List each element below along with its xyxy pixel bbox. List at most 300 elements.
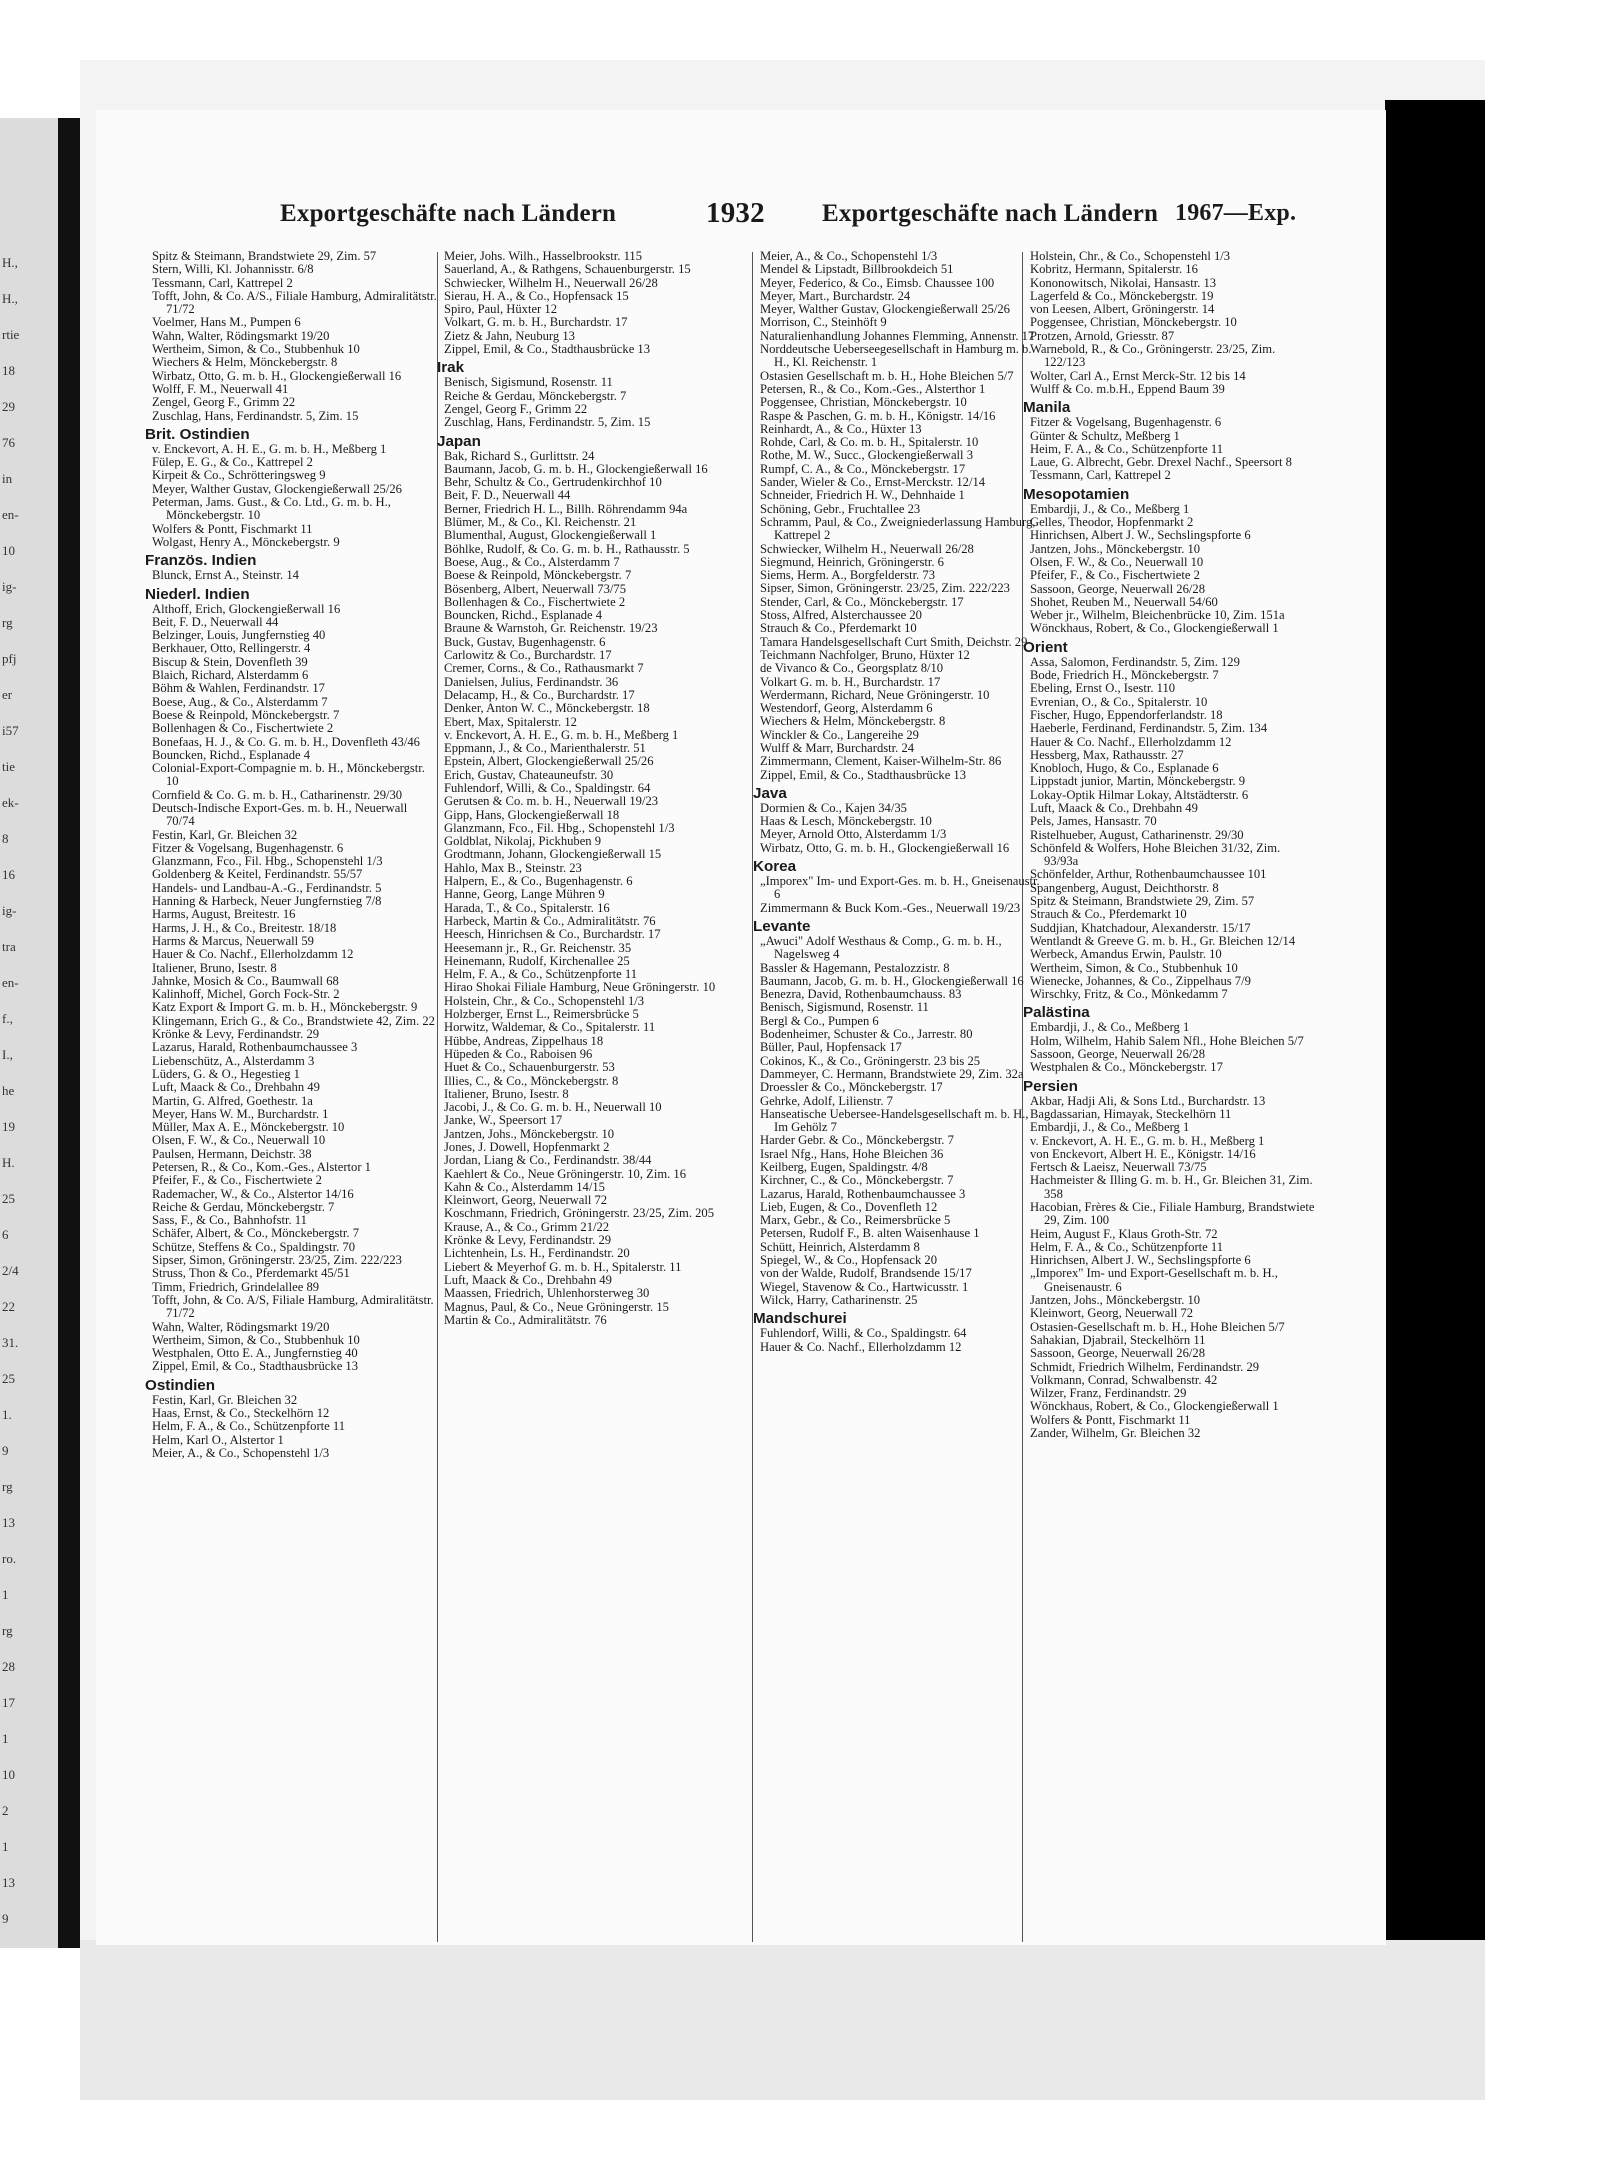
- company-entry: Illies, C., & Co., Mönckebergstr. 8: [444, 1073, 619, 1088]
- country-heading: Korea: [753, 858, 797, 876]
- company-entry: Pfeifer, F., & Co., Fischertwiete 2: [152, 1173, 322, 1188]
- company-entry: Fülep, E. G., & Co., Kattrepel 2: [152, 455, 313, 470]
- company-entry: Boese, Aug., & Co., Alsterdamm 7: [152, 694, 328, 709]
- margin-fragment: H.,: [2, 255, 18, 270]
- company-entry: Reiche & Gerdau, Mönckebergstr. 7: [444, 388, 627, 403]
- company-entry: Zietz & Jahn, Neuburg 13: [444, 328, 575, 343]
- company-entry: Stern, Willi, Kl. Johannisstr. 6/8: [152, 262, 314, 277]
- company-entry: Eppmann, J., & Co., Marienthalerstr. 51: [444, 741, 646, 756]
- company-entry: Helm, Karl O., Alstertor 1: [152, 1432, 284, 1447]
- company-entry: Helm, F. A., & Co., Schützenpforte 11: [1030, 1239, 1224, 1254]
- directory-column-2: [437, 249, 729, 1950]
- company-entry: Rothe, M. W., Succ., Glockengießerwall 3: [760, 448, 974, 463]
- company-entry: Günter & Schultz, Meßberg 1: [1030, 428, 1180, 443]
- company-entry: Stender, Carl, & Co., Mönckebergstr. 17: [760, 594, 964, 609]
- company-entry: Klingemann, Erich G., & Co., Brandstwiete 42, Zim. 22: [152, 1013, 435, 1028]
- margin-fragment: 9: [2, 1911, 9, 1926]
- margin-fragment: 19: [2, 1119, 15, 1134]
- company-entry: Meyer, Mart., Burchardstr. 24: [760, 288, 911, 303]
- company-entry: Embardji, J., & Co., Meßberg 1: [1030, 501, 1190, 516]
- company-entry: Behr, Schultz & Co., Gertrudenkirchhof 10: [444, 475, 662, 490]
- company-entry: Denker, Anton W. C., Mönckebergstr. 18: [444, 701, 650, 716]
- company-entry: Italiener, Bruno, Isestr. 8: [444, 1086, 569, 1101]
- margin-fragment: 25: [2, 1191, 15, 1206]
- company-entry: Ristelhueber, August, Catharinenstr. 29/30: [1030, 827, 1244, 842]
- company-entry: Ebert, Max, Spitalerstr. 12: [444, 714, 577, 729]
- company-entry: Droessler & Co., Mönckebergstr. 17: [760, 1080, 943, 1095]
- company-entry: Benisch, Sigismund, Rosenstr. 11: [444, 375, 613, 390]
- company-entry: Cremer, Corns., & Co., Rathausmarkt 7: [444, 661, 644, 676]
- company-entry: Halpern, E., & Co., Bugenhagenstr. 6: [444, 874, 633, 889]
- company-entry: Sierau, H. A., & Co., Hopfensack 15: [444, 288, 629, 303]
- page-header: [270, 197, 1320, 236]
- country-heading: Java: [753, 784, 787, 802]
- company-entry: Wulff & Marr, Burchardstr. 24: [760, 740, 915, 755]
- company-entry: Katz Export & Import G. m. b. H., Mönckebergstr. 9: [152, 1000, 418, 1015]
- company-entry: Holstein, Chr., & Co., Schopenstehl 1/3: [444, 993, 645, 1008]
- company-entry: Winckler & Co., Langereihe 29: [760, 727, 919, 742]
- company-entry: Zippel, Emil, & Co., Stadthausbrücke 13: [152, 1359, 359, 1374]
- company-entry: Israel Nfg., Hans, Hohe Bleichen 36: [760, 1146, 944, 1161]
- company-entry: Hinrichsen, Albert J. W., Sechslingspforte 6: [1030, 528, 1251, 543]
- margin-fragment: rtie: [2, 327, 20, 342]
- margin-fragment: f.,: [2, 1011, 13, 1026]
- company-entry: Raspe & Paschen, G. m. b. H., Königstr. 14/16: [760, 408, 996, 423]
- company-entry: Meier, Johs. Wilh., Hasselbrookstr. 115: [444, 249, 643, 263]
- company-entry: Bodenheimer, Schuster & Co., Jarrestr. 80: [760, 1027, 973, 1042]
- margin-fragment: 1: [2, 1587, 9, 1602]
- country-heading: Brit. Ostindien: [145, 425, 250, 443]
- page-bottom-margin: [80, 1940, 1485, 2100]
- company-entry: Huet & Co., Schauenburgerstr. 53: [444, 1060, 615, 1075]
- company-entry: Warnebold, R., & Co., Gröningerstr. 23/25, Zim. 122/123: [1030, 342, 1276, 370]
- company-entry: Zengel, Georg F., Grimm 22: [152, 395, 296, 410]
- margin-fragment: 28: [2, 1659, 15, 1674]
- company-entry: Harbeck, Martin & Co., Admiralitätstr. 76: [444, 913, 656, 928]
- company-entry: Jantzen, Johs., Mönckebergstr. 10: [444, 1126, 615, 1141]
- company-entry: Zimmermann, Clement, Kaiser-Wilhelm-Str. 86: [760, 754, 1002, 769]
- company-entry: Teichmann Nachfolger, Bruno, Hüxter 12: [760, 647, 970, 662]
- company-entry: Paulsen, Hermann, Deichstr. 38: [152, 1146, 312, 1161]
- company-entry: Shohet, Reuben M., Neuerwall 54/60: [1030, 594, 1218, 609]
- company-entry: Wolfers & Pontt, Fischmarkt 11: [152, 521, 313, 536]
- company-entry: „Imporex" Im- und Export-Ges. m. b. H., Gneisenaustr. 6: [760, 874, 1040, 902]
- company-entry: Böhm & Wahlen, Ferdinandstr. 17: [152, 681, 325, 696]
- company-entry: Ostasien Gesellschaft m. b. H., Hohe Bleichen 5/7: [760, 368, 1014, 383]
- company-entry: Volkart, G. m. b. H., Burchardstr. 17: [444, 315, 628, 330]
- company-entry: Meyer, Arnold Otto, Alsterdamm 1/3: [760, 827, 947, 842]
- company-entry: Handels- und Landbau-A.-G., Ferdinandstr. 5: [152, 880, 382, 895]
- margin-fragment: 16: [2, 867, 15, 882]
- company-entry: Harms & Marcus, Neuerwall 59: [152, 933, 314, 948]
- company-entry: Schmidt, Friedrich Wilhelm, Ferdinandstr. 29: [1030, 1359, 1260, 1374]
- margin-fragment: en-: [2, 507, 19, 522]
- company-entry: Zippel, Emil, & Co., Stadthausbrücke 13: [760, 767, 967, 782]
- company-entry: Kononowitsch, Nikolai, Hansastr. 13: [1030, 275, 1217, 290]
- company-entry: Lieb, Eugen, & Co., Dovenfleth 12: [760, 1199, 938, 1214]
- margin-fragment: H.: [2, 1155, 15, 1170]
- company-entry: Kobritz, Hermann, Spitalerstr. 16: [1030, 262, 1198, 277]
- company-entry: von der Walde, Rudolf, Brandsende 15/17: [760, 1266, 972, 1281]
- margin-fragment: 10: [2, 1767, 15, 1782]
- company-entry: Olsen, F. W., & Co., Neuerwall 10: [152, 1133, 326, 1148]
- company-entry: Delacamp, H., & Co., Burchardstr. 17: [444, 687, 635, 702]
- company-entry: Norddeutsche Ueberseegesellschaft in Hamburg m. b. H., Kl. Reichenstr. 1: [760, 342, 1032, 370]
- company-entry: Wilzer, Franz, Ferdinandstr. 29: [1030, 1386, 1187, 1401]
- company-entry: Wönckhaus, Robert, & Co., Glockengießerwall 1: [1030, 621, 1279, 636]
- company-entry: Gelles, Theodor, Hopfenmarkt 2: [1030, 515, 1194, 530]
- company-entry: Hauer & Co. Nachf., Ellerholzdamm 12: [152, 947, 354, 962]
- company-entry: Protzen, Arnold, Griesstr. 87: [1030, 328, 1175, 343]
- company-entry: Siegmund, Heinrich, Gröningerstr. 6: [760, 554, 944, 569]
- company-entry: Zuschlag, Hans, Ferdinandstr. 5, Zim. 15: [444, 415, 651, 430]
- company-entry: Heim, F. A., & Co., Schützenpforte 11: [1030, 441, 1224, 456]
- company-entry: Laue, G. Albrecht, Gebr. Drexel Nachf., Speersort 8: [1030, 455, 1292, 470]
- page-right-shadow: [1385, 100, 1485, 1960]
- company-entry: Blaich, Richard, Alsterdamm 6: [152, 668, 309, 683]
- company-entry: Bollenhagen & Co., Fischertwiete 2: [152, 721, 334, 736]
- margin-fragment: 13: [2, 1875, 15, 1890]
- margin-fragment: tie: [2, 759, 15, 774]
- company-entry: Evrenian, O., & Co., Spitalerstr. 10: [1030, 694, 1208, 709]
- company-entry: Hauer & Co. Nachf., Ellerholzdamm 12: [1030, 734, 1232, 749]
- company-entry: Boese & Reinpold, Mönckebergstr. 7: [152, 707, 340, 722]
- company-entry: von Leesen, Albert, Gröningerstr. 14: [1030, 302, 1215, 317]
- header-page-reference: 1967—Exp.: [1175, 200, 1297, 226]
- company-entry: Buck, Gustav, Bugenhagenstr. 6: [444, 634, 606, 649]
- margin-fragment: rg: [2, 1623, 13, 1638]
- margin-fragment: pfj: [2, 651, 17, 666]
- company-entry: Hübbe, Andreas, Zippelhaus 18: [444, 1033, 604, 1048]
- company-entry: v. Enckevort, A. H. E., G. m. b. H., Meßberg 1: [152, 441, 387, 456]
- company-entry: von Enckevort, Albert H. E., Königstr. 14/16: [1030, 1146, 1256, 1161]
- company-entry: Liebenschütz, A., Alsterdamm 3: [152, 1053, 315, 1068]
- company-entry: Westphalen, Otto E. A., Jungfernstieg 40: [152, 1346, 358, 1361]
- company-entry: Kleinwort, Georg, Neuerwall 72: [444, 1193, 608, 1208]
- company-entry: Harder Gebr. & Co., Mönckebergstr. 7: [760, 1133, 954, 1148]
- company-entry: Meier, A., & Co., Schopenstehl 1/3: [760, 249, 938, 263]
- company-entry: Bollenhagen & Co., Fischertwiete 2: [444, 594, 626, 609]
- company-entry: Gehrke, Adolf, Lilienstr. 7: [760, 1093, 893, 1108]
- company-entry: Hacobian, Frères & Cie., Filiale Hamburg, Brandstwiete 29, Zim. 100: [1030, 1200, 1315, 1228]
- directory-column-3: [753, 249, 1045, 1950]
- company-entry: Schöning, Gebr., Fruchtallee 23: [760, 501, 921, 516]
- company-entry: Hessberg, Max, Rathausstr. 27: [1030, 747, 1184, 762]
- company-entry: Rohde, Carl, & Co. m. b. H., Spitalerstr. 10: [760, 435, 979, 450]
- company-entry: Maassen, Friedrich, Uhlenhorsterweg 30: [444, 1286, 650, 1301]
- country-heading: Japan: [437, 432, 481, 450]
- company-entry: Wönckhaus, Robert, & Co., Glockengießerwall 1: [1030, 1399, 1279, 1414]
- company-entry: Hanne, Georg, Lange Mühren 9: [444, 887, 605, 902]
- company-entry: „Imporex" Im- und Export-Gesellschaft m. b. H., Gneisenaustr. 6: [1030, 1266, 1278, 1294]
- company-entry: Akbar, Hadji Ali, & Sons Ltd., Burchardstr. 13: [1030, 1093, 1266, 1108]
- company-entry: Fuhlendorf, Willi, & Co., Spaldingstr. 64: [444, 780, 651, 795]
- margin-fragment: ig-: [2, 903, 17, 918]
- company-entry: Olsen, F. W., & Co., Neuerwall 10: [1030, 554, 1204, 569]
- company-entry: Epstein, Albert, Glockengießerwall 25/26: [444, 754, 654, 769]
- company-entry: Koschmann, Friedrich, Gröningerstr. 23/25, Zim. 205: [444, 1206, 715, 1221]
- company-entry: Holm, Wilhelm, Hahib Salem Nfl., Hohe Bleichen 5/7: [1030, 1033, 1304, 1048]
- company-entry: Embardji, J., & Co., Meßberg 1: [1030, 1020, 1190, 1035]
- company-entry: Boese & Reinpold, Mönckebergstr. 7: [444, 568, 632, 583]
- company-entry: Bergl & Co., Pumpen 6: [760, 1013, 879, 1028]
- company-entry: Jordan, Liang & Co., Ferdinandstr. 38/44: [444, 1153, 652, 1168]
- company-entry: Grodtmann, Johann, Glockengießerwall 15: [444, 847, 662, 862]
- company-entry: Meyer, Walther Gustav, Glockengießerwall 25/26: [152, 481, 402, 496]
- margin-fragment: 8: [2, 831, 9, 846]
- margin-fragment: he: [2, 1083, 15, 1098]
- company-entry: Tofft, John, & Co. A/S., Filiale Hamburg, Admiralitätstr. 71/72: [152, 288, 437, 317]
- company-entry: Tessmann, Carl, Kattrepel 2: [1030, 468, 1171, 483]
- company-entry: Festin, Karl, Gr. Bleichen 32: [152, 827, 298, 842]
- company-entry: Haas & Lesch, Mönckebergstr. 10: [760, 814, 932, 829]
- country-heading: Palästina: [1023, 1004, 1090, 1022]
- company-entry: Werbeck, Amandus Erwin, Paulstr. 10: [1030, 947, 1222, 962]
- company-entry: Fischer, Hugo, Eppendorferlandstr. 18: [1030, 707, 1223, 722]
- company-entry: Struss, Thon & Co., Pferdemarkt 45/51: [152, 1266, 350, 1281]
- company-entry: Reinhardt, A., & Co., Hüxter 13: [760, 421, 922, 436]
- company-entry: Schneider, Friedrich H. W., Dehnhaide 1: [760, 488, 965, 503]
- company-entry: Wertheim, Simon, & Co., Stubbenhuk 10: [152, 342, 360, 357]
- company-entry: v. Enckevort, A. H. E., G. m. b. H., Meßberg 1: [1030, 1133, 1265, 1148]
- company-entry: Schäfer, Albert, & Co., Mönckebergstr. 7: [152, 1226, 360, 1241]
- company-entry: Knobloch, Hugo, & Co., Esplanade 6: [1030, 761, 1219, 776]
- company-entry: Wolgast, Henry A., Mönckebergstr. 9: [152, 534, 340, 549]
- company-entry: Poggensee, Christian, Mönckebergstr. 10: [760, 395, 967, 410]
- country-heading: Mesopotamien: [1023, 485, 1130, 503]
- company-entry: Bagdassarian, Himayak, Steckelhörn 11: [1030, 1106, 1232, 1121]
- company-entry: Lazarus, Harald, Rothenbaumchaussee 3: [152, 1040, 358, 1055]
- company-entry: Jones, J. Dowell, Hopfenmarkt 2: [444, 1140, 610, 1154]
- company-entry: Blunck, Ernst A., Steinstr. 14: [152, 568, 299, 583]
- company-entry: Benezra, David, Rothenbaumchauss. 83: [760, 987, 962, 1002]
- company-entry: Gipp, Hans, Glockengießerwall 18: [444, 807, 620, 822]
- company-entry: Morrison, C., Steinhöft 9: [760, 315, 887, 330]
- company-entry: Krause, A., & Co., Grimm 21/22: [444, 1219, 610, 1234]
- company-entry: Danielsen, Julius, Ferdinandstr. 36: [444, 674, 619, 689]
- company-entry: Beit, F. D., Neuerwall 44: [152, 614, 279, 629]
- company-entry: Fuhlendorf, Willi, & Co., Spaldingstr. 64: [760, 1326, 967, 1341]
- company-entry: Siems, Herm. A., Borgfelderstr. 73: [760, 568, 936, 583]
- margin-fragment: 13: [2, 1515, 15, 1530]
- company-entry: Lokay-Optik Hilmar Lokay, Altstädterstr. 6: [1030, 787, 1249, 802]
- company-entry: Hüpeden & Co., Raboisen 96: [444, 1046, 593, 1061]
- company-entry: Kaehlert & Co., Neue Gröningerstr. 10, Zim. 16: [444, 1166, 687, 1181]
- company-entry: Sauerland, A., & Rathgens, Schauenburgerstr. 15: [444, 262, 691, 277]
- margin-fragment: 6: [2, 1227, 9, 1242]
- country-heading: Orient: [1023, 638, 1068, 656]
- company-entry: Spitz & Steimann, Brandstwiete 29, Zim. 57: [1030, 894, 1255, 909]
- company-entry: Bouncken, Richd., Esplanade 4: [152, 747, 311, 762]
- company-entry: Festin, Karl, Gr. Bleichen 32: [152, 1392, 298, 1407]
- company-entry: Pfeifer, F., & Co., Fischertwiete 2: [1030, 568, 1200, 583]
- company-entry: Zengel, Georg F., Grimm 22: [444, 401, 588, 416]
- company-entry: Harms, August, Breitestr. 16: [152, 907, 296, 922]
- company-entry: Meyer, Hans W. M., Burchardstr. 1: [152, 1106, 329, 1121]
- company-entry: Hanning & Harbeck, Neuer Jungfernstieg 7/8: [152, 894, 382, 909]
- company-entry: „Awuci" Adolf Westhaus & Comp., G. m. b. H., Nagelsweg 4: [760, 933, 1002, 962]
- company-entry: Liebert & Meyerhof G. m. b. H., Spitalerstr. 11: [444, 1259, 682, 1274]
- company-entry: Goldenberg & Keitel, Ferdinandstr. 55/57: [152, 867, 363, 882]
- company-entry: Colonial-Export-Compagnie m. b. H., Mönckebergstr. 10: [152, 761, 425, 789]
- company-entry: Schütt, Heinrich, Alsterdamm 8: [760, 1239, 920, 1254]
- company-entry: Glanzmann, Fco., Fil. Hbg., Schopenstehl 1/3: [152, 854, 383, 869]
- margin-fragment: 1: [2, 1839, 9, 1854]
- country-heading: Irak: [437, 359, 465, 377]
- company-entry: Lichtenhein, Ls. H., Ferdinandstr. 20: [444, 1246, 630, 1261]
- company-entry: Althoff, Erich, Glockengießerwall 16: [152, 601, 341, 616]
- margin-fragment: 2/4: [2, 1263, 19, 1278]
- company-entry: Wirbatz, Otto, G. m. b. H., Glockengießerwall 16: [760, 840, 1010, 855]
- company-entry: Dormien & Co., Kajen 34/35: [760, 800, 907, 815]
- company-entry: Schramm, Paul, & Co., Zweigniederlassung Hamburg, Kattrepel 2: [760, 514, 1036, 543]
- company-entry: Haeberle, Ferdinand, Ferdinandstr. 5, Zim. 134: [1030, 721, 1268, 736]
- company-entry: Fitzer & Vogelsang, Bugenhagenstr. 6: [152, 840, 344, 855]
- company-entry: Mendel & Lipstadt, Billbrookdeich 51: [760, 262, 954, 277]
- company-entry: Meyer, Walther Gustav, Glockengießerwall 25/26: [760, 302, 1010, 317]
- company-entry: Poggensee, Christian, Mönckebergstr. 10: [1030, 315, 1237, 330]
- country-heading: Persien: [1023, 1077, 1078, 1095]
- company-entry: Strauch & Co., Pferdemarkt 10: [760, 621, 917, 636]
- company-entry: Bode, Friedrich H., Mönckebergstr. 7: [1030, 668, 1219, 683]
- company-entry: Luft, Maack & Co., Drehbahn 49: [1030, 800, 1198, 815]
- company-entry: Wolfers & Pontt, Fischmarkt 11: [1030, 1412, 1191, 1427]
- company-entry: Schwiecker, Wilhelm H., Neuerwall 26/28: [444, 275, 658, 290]
- company-entry: Keilberg, Eugen, Spaldingstr. 4/8: [760, 1160, 928, 1174]
- company-entry: Wiechers & Helm, Mönckebergstr. 8: [760, 714, 946, 729]
- book-gutter: [58, 118, 80, 1948]
- company-entry: Harms, J. H., & Co., Breitestr. 18/18: [152, 920, 337, 935]
- header-right-title: Exportgeschäfte nach Ländern: [822, 200, 1159, 227]
- country-heading: Levante: [753, 917, 811, 935]
- directory-column-1: [145, 249, 437, 1950]
- company-entry: Sass, F., & Co., Bahnhofstr. 11: [152, 1213, 307, 1228]
- company-entry: Hirao Shokai Filiale Hamburg, Neue Gröningerstr. 10: [444, 980, 716, 995]
- company-entry: Kirchner, C., & Co., Mönckebergstr. 7: [760, 1173, 954, 1188]
- company-entry: Goldblat, Nikolaj, Pickhuben 9: [444, 834, 602, 849]
- directory-column-4: [1023, 249, 1315, 1950]
- company-entry: Spiro, Paul, Hüxter 12: [444, 302, 557, 317]
- company-entry: Reiche & Gerdau, Mönckebergstr. 7: [152, 1199, 335, 1214]
- company-entry: Strauch & Co., Pferdemarkt 10: [1030, 907, 1187, 922]
- company-entry: Krönke & Levy, Ferdinandstr. 29: [152, 1027, 320, 1042]
- company-entry: Hahlo, Max B., Steinstr. 23: [444, 860, 582, 875]
- company-entry: Naturalienhandlung Johannes Flemming, Annenstr. 17: [760, 328, 1035, 343]
- margin-fragment: 9: [2, 1443, 9, 1458]
- company-entry: Zuschlag, Hans, Ferdinandstr. 5, Zim. 15: [152, 408, 359, 423]
- company-entry: Benisch, Sigismund, Rosenstr. 11: [760, 1000, 929, 1015]
- company-entry: Cokinos, K., & Co., Gröningerstr. 23 bis 25: [760, 1053, 981, 1068]
- company-entry: Rumpf, C. A., & Co., Mönckebergstr. 17: [760, 461, 966, 476]
- company-entry: Wilck, Harry, Catharinenstr. 25: [760, 1292, 918, 1307]
- country-heading: Manila: [1023, 399, 1071, 417]
- margin-fragment: 31.: [2, 1335, 19, 1350]
- company-entry: Kleinwort, Georg, Neuerwall 72: [1030, 1306, 1194, 1321]
- company-entry: Glanzmann, Fco., Fil. Hbg., Schopenstehl 1/3: [444, 820, 675, 835]
- margin-fragment: rg: [2, 1479, 13, 1494]
- company-entry: Heesemann jr., R., Gr. Reichenstr. 35: [444, 940, 632, 955]
- company-entry: Helm, F. A., & Co., Schützenpforte 11: [152, 1419, 346, 1434]
- company-entry: Bösenberg, Albert, Neuerwall 73/75: [444, 581, 626, 596]
- company-entry: Bouncken, Richd., Esplanade 4: [444, 608, 603, 623]
- company-entry: Wahn, Walter, Rödingsmarkt 19/20: [152, 328, 330, 343]
- company-entry: Braune & Warnstoh, Gr. Reichenstr. 19/23: [444, 621, 658, 636]
- company-entry: Lippstadt junior, Martin, Mönckebergstr. 9: [1030, 774, 1246, 789]
- company-entry: Janke, W., Speersort 17: [444, 1113, 563, 1128]
- company-entry: Holstein, Chr., & Co., Schopenstehl 1/3: [1030, 249, 1231, 263]
- company-entry: Jacobi, J., & Co. G. m. b. H., Neuerwall 10: [444, 1100, 662, 1115]
- country-heading: Ostindien: [145, 1376, 216, 1394]
- company-entry: Fertsch & Laeisz, Neuerwall 73/75: [1030, 1160, 1207, 1175]
- company-entry: Wiechers & Helm, Mönckebergstr. 8: [152, 355, 338, 370]
- company-entry: Jantzen, Johs., Mönckebergstr. 10: [1030, 541, 1201, 556]
- company-entry: Horwitz, Waldemar, & Co., Spitalerstr. 11: [444, 1020, 656, 1035]
- company-entry: Westendorf, Georg, Alsterdamm 6: [760, 701, 933, 716]
- margin-fragment: I.,: [2, 1047, 13, 1062]
- company-entry: Heinemann, Rudolf, Kirchenallee 25: [444, 953, 630, 968]
- company-entry: Bonefaas, H. J., & Co. G. m. b. H., Dovenfleth 43/46: [152, 734, 420, 749]
- company-entry: Volkart G. m. b. H., Burchardstr. 17: [760, 674, 941, 689]
- company-entry: Baumann, Jacob, G. m. b. H., Glockengießerwall 16: [760, 973, 1024, 988]
- company-entry: Ostasien-Gesellschaft m. b. H., Hohe Bleichen 5/7: [1030, 1319, 1285, 1334]
- company-entry: Voelmer, Hans M., Pumpen 6: [152, 315, 301, 330]
- company-entry: Westphalen & Co., Mönckebergstr. 17: [1030, 1060, 1223, 1075]
- company-entry: Blumenthal, August, Glockengießerwall 1: [444, 528, 657, 543]
- margin-fragment: ek-: [2, 795, 19, 810]
- company-entry: Erich, Gustav, Chateauneufstr. 30: [444, 767, 614, 782]
- company-entry: Hauer & Co. Nachf., Ellerholzdamm 12: [760, 1339, 962, 1354]
- company-entry: Stoss, Alfred, Alsterchaussee 20: [760, 608, 922, 623]
- margin-fragment: 25: [2, 1371, 15, 1386]
- company-entry: Magnus, Paul, & Co., Neue Gröningerstr. 15: [444, 1299, 669, 1314]
- company-entry: Petersen, R., & Co., Kom.-Ges., Alsterthor 1: [760, 381, 986, 396]
- company-entry: Beit, F. D., Neuerwall 44: [444, 488, 571, 503]
- margin-fragment: 1.: [2, 1407, 12, 1422]
- company-entry: Spitz & Steimann, Brandstwiete 29, Zim. 57: [152, 249, 377, 263]
- company-entry: Luft, Maack & Co., Drehbahn 49: [444, 1272, 612, 1287]
- company-entry: Wertheim, Simon, & Co., Stubbenhuk 10: [152, 1332, 360, 1347]
- country-heading: Mandschurei: [753, 1310, 847, 1328]
- company-entry: Wirbatz, Otto, G. m. b. H., Glockengießerwall 16: [152, 368, 402, 383]
- margin-fragment: en-: [2, 975, 19, 990]
- company-entry: Fitzer & Vogelsang, Bugenhagenstr. 6: [1030, 415, 1222, 430]
- company-entry: Wolff, F. M., Neuerwall 41: [152, 381, 289, 396]
- company-entry: Tessmann, Carl, Kattrepel 2: [152, 275, 293, 290]
- margin-fragment: 76: [2, 435, 15, 450]
- company-entry: Pels, James, Hansastr. 70: [1030, 814, 1157, 829]
- company-entry: Volkmann, Conrad, Schwalbenstr. 42: [1030, 1372, 1218, 1387]
- company-entry: Meier, A., & Co., Schopenstehl 1/3: [152, 1445, 330, 1460]
- company-entry: Tamara Handelsgesellschaft Curt Smith, Deichstr. 29: [760, 634, 1028, 649]
- company-entry: Werdermann, Richard, Neue Gröningerstr. 10: [760, 687, 990, 702]
- company-entry: Gerutsen & Co. m. b. H., Neuerwall 19/23: [444, 794, 659, 809]
- margin-fragment: 17: [2, 1695, 15, 1710]
- company-entry: Schönfeld & Wolfers, Hohe Bleichen 31/32, Zim. 93/93a: [1030, 840, 1281, 869]
- company-entry: Zimmermann & Buck Kom.-Ges., Neuerwall 19/23: [760, 900, 1021, 915]
- company-entry: Biscup & Stein, Dovenfleth 39: [152, 654, 308, 669]
- company-entry: Jantzen, Johs., Mönckebergstr. 10: [1030, 1293, 1201, 1308]
- company-entry: Sassoon, George, Neuerwall 26/28: [1030, 581, 1205, 596]
- company-entry: Büller, Paul, Hopfensack 17: [760, 1040, 902, 1055]
- margin-fragment: 2: [2, 1803, 9, 1818]
- company-entry: Cornfield & Co. G. m. b. H., Catharinenstr. 29/30: [152, 787, 403, 802]
- company-entry: Zippel, Emil, & Co., Stadthausbrücke 13: [444, 342, 651, 357]
- column-rule: [437, 252, 438, 1942]
- header-year: 1932: [706, 197, 765, 229]
- company-entry: Sander, Wieler & Co., Ernst-Merckstr. 12/14: [760, 475, 986, 490]
- company-entry: Holzberger, Ernst L., Reimersbrücke 5: [444, 1007, 639, 1022]
- company-entry: Lüders, G. & O., Hegestieg 1: [152, 1066, 300, 1081]
